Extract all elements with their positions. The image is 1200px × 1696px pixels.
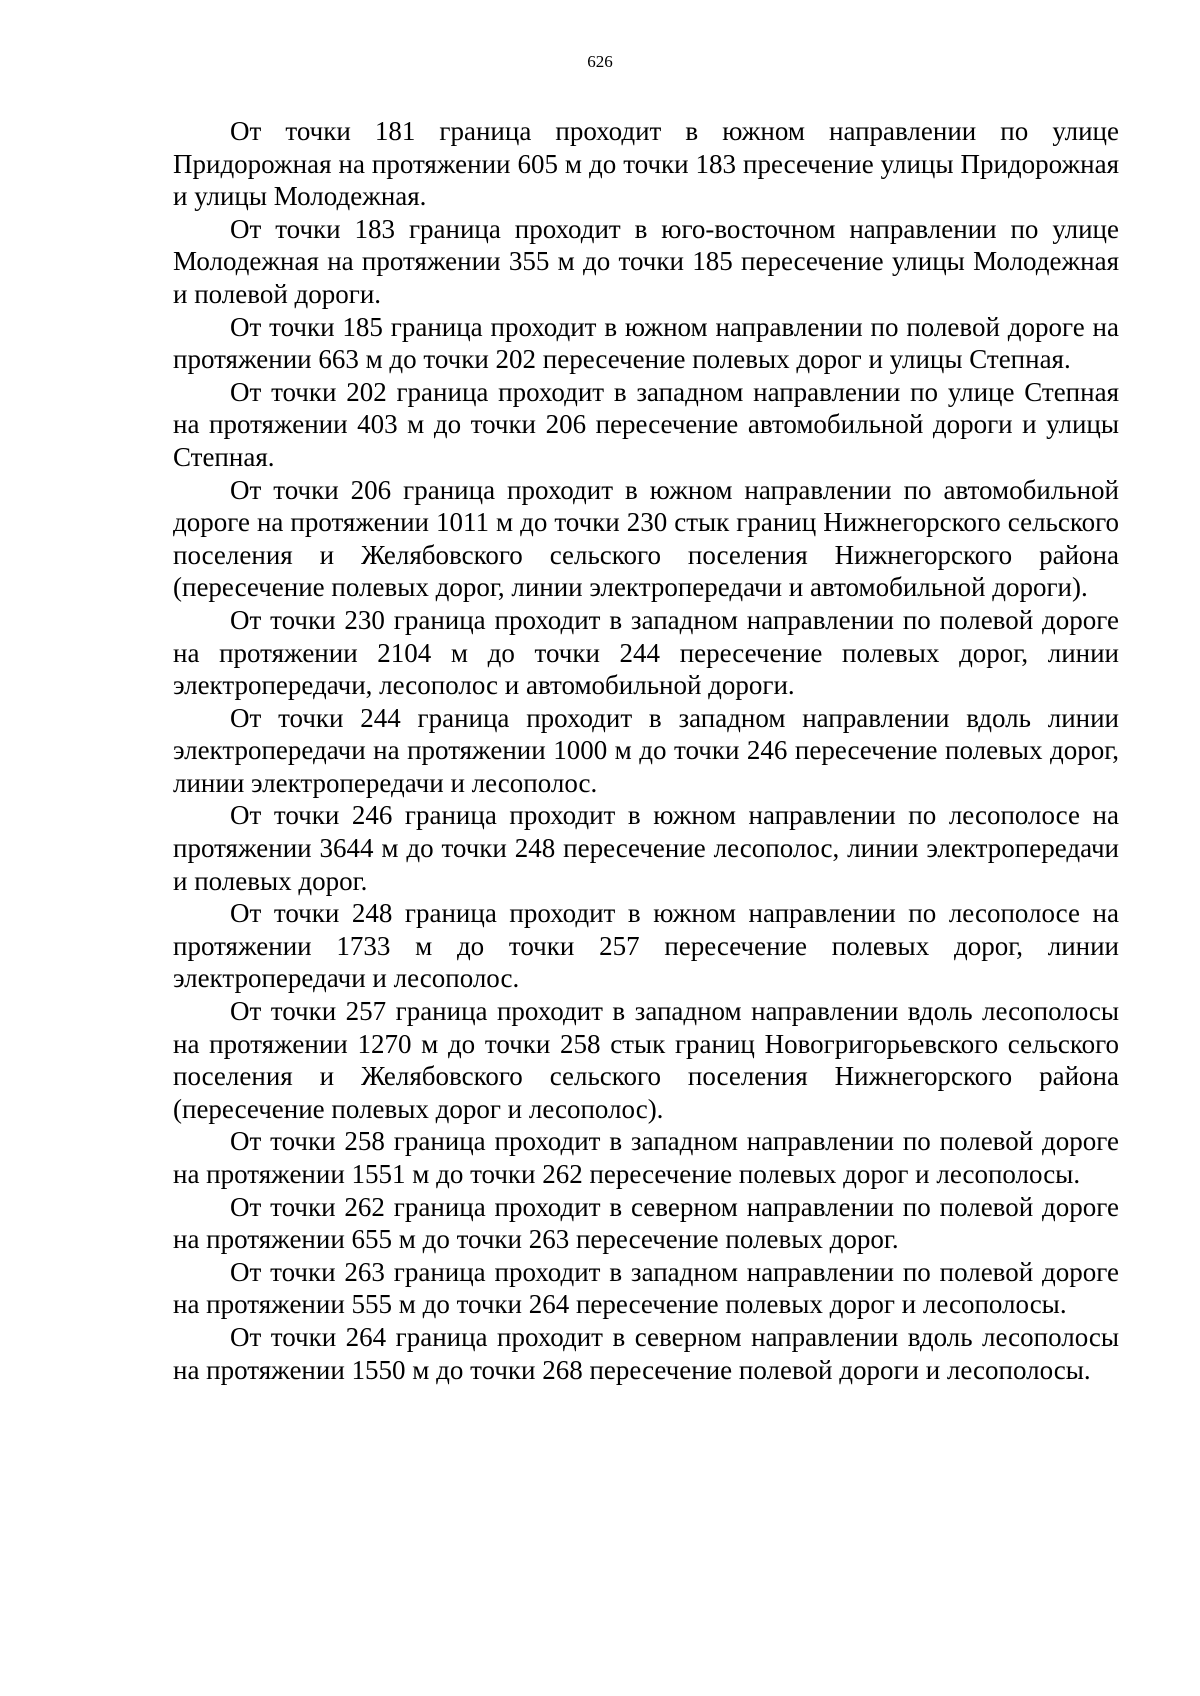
paragraph: От точки 183 граница проходит в юго-восточном направлении по улице Молодежная на протяжении 355 м до точки 185 пересечение улицы Молодежная и полевой дороги. [173, 213, 1119, 309]
paragraph: От точки 264 граница проходит в северном направлении вдоль лесополосы на протяжении 1550 м до точки 268 пересечение полевой дороги и лесополосы. [173, 1321, 1119, 1385]
document-body [173, 115, 1119, 1386]
paragraph: От точки 248 граница проходит в южном направлении по лесополосе на протяжении 1733 м до точки 257 пересечение полевых дорог, линии электропередачи и лесополос. [173, 898, 1119, 994]
paragraph: От точки 258 граница проходит в западном направлении по полевой дороге на протяжении 1551 м до точки 262 пересечение полевых дорог и лесополосы. [173, 1126, 1119, 1189]
paragraph: От точки 257 граница проходит в западном направлении вдоль лесополосы на протяжении 1270 м до точки 258 стык границ Новогригорьевского сельского поселения и Желябовского сельского поселения Нижнегорского района (пересечение полевых дорог и лесополос). [173, 996, 1119, 1124]
paragraph: От точки 230 граница проходит в западном направлении по полевой дороге на протяжении 2104 м до точки 244 пересечение полевых дорог, линии электропередачи, лесополос и автомобильной дороги. [173, 604, 1119, 701]
paragraph: От точки 206 граница проходит в южном направлении по автомобильной дороге на протяжении 1011 м до точки 230 стык границ Нижнегорского сельского поселения и Желябовского сельского поселения Нижнегорского района (пересечение полевых дорог, линии электропередачи и автомобильной дороги). [173, 474, 1119, 603]
paragraph: От точки 246 граница проходит в южном направлении по лесополосе на протяжении 3644 м до точки 248 пересечение лесополос, линии электропередачи и полевых дорог. [173, 800, 1119, 896]
paragraph: От точки 244 граница проходит в западном направлении вдоль линии электропередачи на протяжении 1000 м до точки 246 пересечение полевых дорог, линии электропередачи и лесополос. [173, 702, 1119, 798]
paragraph: От точки 263 граница проходит в западном направлении по полевой дороге на протяжении 555 м до точки 264 пересечение полевых дорог и лесополосы. [173, 1256, 1119, 1320]
page-number: 626 [587, 52, 613, 71]
paragraph: От точки 202 граница проходит в западном направлении по улице Степная на протяжении 403 м до точки 206 пересечение автомобильной дороги и улицы Степная. [173, 376, 1119, 472]
paragraph: От точки 181 граница проходит в южном направлении по улице Придорожная на протяжении 605 м до точки 183 пресечение улицы Придорожная и улицы Молодежная. [173, 116, 1119, 212]
paragraph: От точки 185 граница проходит в южном направлении по полевой дороге на протяжении 663 м до точки 202 пересечение полевых дорог и улицы Степная. [173, 311, 1119, 375]
paragraph: От точки 262 граница проходит в северном направлении по полевой дороге на протяжении 655 м до точки 263 пересечение полевых дорог. [173, 1191, 1119, 1255]
